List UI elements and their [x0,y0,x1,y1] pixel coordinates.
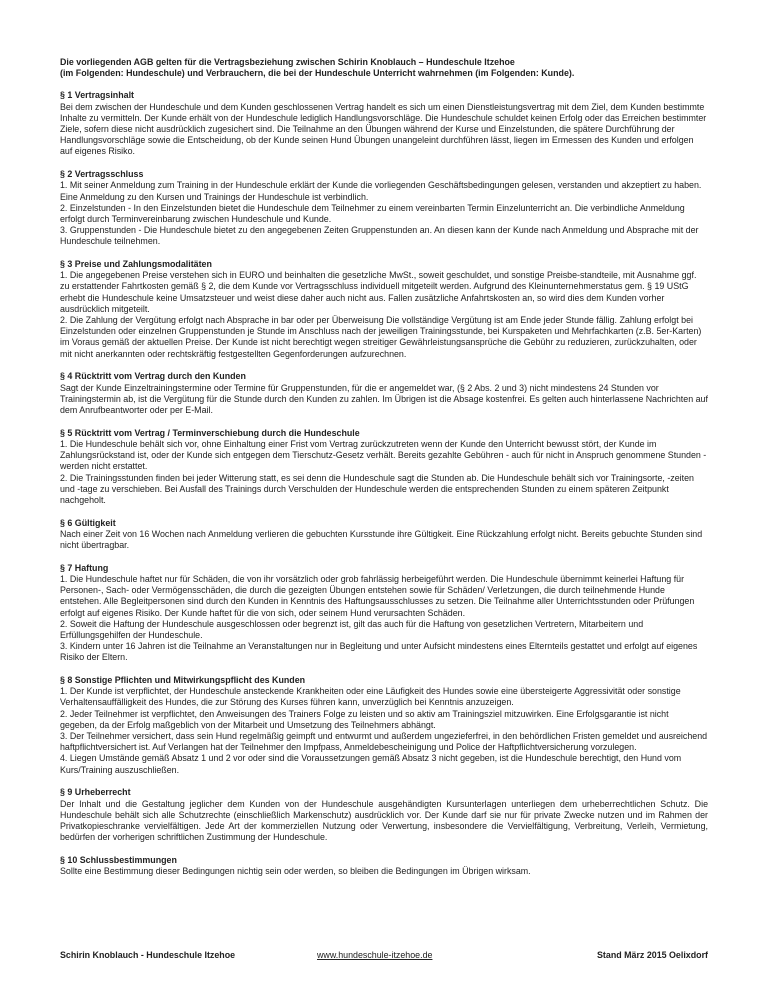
section-heading: § 9 Urheberrecht [60,787,131,798]
section-paragraph: 3. Kindern unter 16 Jahren ist die Teilnahme an Veranstaltungen nur in Begleitung und unter Aufsicht mindestens eines Elternteils gestattet und erfolgt auf eigenes Risiko der Eltern. [60,641,698,663]
section-heading: § 8 Sonstige Pflichten und Mitwirkungspflicht des Kunden [60,675,306,686]
section [60,787,708,843]
section [60,371,708,416]
section-paragraph: Nach einer Zeit von 16 Wochen nach Anmeldung verlieren die gebuchten Kursstunde ihre Gültigkeit. Eine Rückzahlung erfolgt nicht. Bereits gebuchte Stunden sind nicht übertragbar. [60,528,703,551]
section-paragraph: Sollte eine Bestimmung dieser Bedingungen nichtig sein oder werden, so bleiben die Bedingungen im Übrigen wirksam. [60,866,531,877]
section-heading: § 7 Haftung [60,562,109,573]
section-paragraph: 2. Einzelstunden - In den Einzelstunden bietet die Hundeschule dem Teilnehmer zu einem vereinbarten Termin Einzelunterricht an. Die verbindliche Anmeldung erfolgt durch Terminvereinbarung zwischen Hundeschule und Kunde. [60,202,685,224]
section [60,855,708,877]
section-heading: § 10 Schlussbestimmungen [60,854,177,865]
intro-line: Die vorliegenden AGB gelten für die Vertragsbeziehung zwischen Schirin Knoblauch – Hundeschule Itzehoe [60,57,515,67]
section-paragraph: Sagt der Kunde Einzeltrainingstermine oder Termine für Gruppenstunden, für die er angemeldet war, (§ 2 Abs. 2 und 3) nicht mindestens 24 Stunden vor Trainingstermin ab, ist die Vergütung für die Stunde durch den Kunden zu zahlen. Im Übrigen ist die Absage kostenfrei. Es gelten auch hinterlassene Nachrichten auf dem Anrufbeantworter oder per E-Mail. [60,382,708,415]
section [60,518,708,552]
section-paragraph: 2. Soweit die Haftung der Hundeschule ausgeschlossen oder begrenzt ist, gilt das auch für die Haftung von gesetzlichen Vertretern, Mitarbeitern und Erfüllungsgehilfen der Hundeschule. [60,618,644,640]
section-paragraph: 3. Gruppenstunden - Die Hundeschule bietet zu den angegebenen Zeiten Gruppenstunden an. An diesen kann der Kunde nach Anmeldung und Absprache mit der Hundeschule teilnehmen. [60,225,699,247]
section-heading: § 3 Preise und Zahlungsmodalitäten [60,259,212,270]
section [60,90,708,157]
section-paragraph: 2. Jeder Teilnehmer ist verpflichtet, den Anweisungen des Trainers Folge zu leisten und so aktiv am Trainingsziel mitzuwirken. Eine Erfolgsgarantie ist nicht gegeben, da der Erfolg maßgeblich von der Mitarbeit und Umsetzung des Teilnehmers abhängt. [60,708,669,730]
section-heading: § 6 Gültigkeit [60,517,116,528]
section-paragraph: 1. Die angegebenen Preise verstehen sich in EURO und beinhalten die gesetzliche MwSt., soweit geschuldet, und sonstige Preisbe-standteile, mit Ausnahme ggf. zu erstattender Fahrtkosten gemäß § 2, die dem Kunde vor Vertragsschluss individuell mitgeteilt werden. Aufgrund des Kleinunternehmerstatus gem. § 19 UStG erhebt die Hundeschule keine Umsatzsteuer und weist diese daher auch nicht aus. Fallen zusätzliche Anfahrtskosten an, so wird dies dem Kunden vorher ausdrücklich mitgeteilt. [60,270,697,314]
section-heading: § 2 Vertragsschluss [60,169,144,180]
section-paragraph: 1. Die Hundeschule behält sich vor, ohne Einhaltung einer Frist vom Vertrag zurückzutreten wenn der Kunde den Unterricht bewusst stört, der Kunde im Zahlungsrückstand ist, oder der Kunde sich entgegen dem Tierschutz-Gesetz verhält. Bereits gezahlte Gebühren - auch für nicht in Anspruch genommene Stunden - werden nicht erstattet. [60,438,707,472]
section-paragraph: 1. Die Hundeschule haftet nur für Schäden, die von ihr vorsätzlich oder grob fahrlässig herbeigeführt werden. Die Hundeschule übernimmt keinerlei Haftung für Personen-, Sach- oder Vermögensschäden, die durch die gezeigten Übungen entstehen sowie für Schäden/ Verletzungen, die durch teilnehmende Hunde entstehen. Alle Begleitpersonen sind durch den Kunden in Kenntnis des Haftungsausschlusses zu setzen. Die Teilnahme aller Unterrichtsstunden oder Prüfungen erfolgt auf eigenes Risiko. Der Kunde haftet für die von sich, oder seinem Hund verursachten Schäden. [60,573,695,618]
section [60,259,708,360]
section-paragraph: 1. Der Kunde ist verpflichtet, der Hundeschule ansteckende Krankheiten oder eine Läufigkeit des Hundes sowie eine übersteigerte Aggressivität oder sonstige Verhaltensauffälligkeit des Hundes, die zur Störung des Kurses führen kann, unverzüglich bei Kenntnis anzuzeigen. [60,686,681,708]
intro-statement [60,57,708,79]
section-heading: § 4 Rücktritt vom Vertrag durch den Kunden [60,371,246,382]
section-paragraph: 1. Mit seiner Anmeldung zum Training in der Hundeschule erklärt der Kunde die vorliegenden Geschäftsbedingungen gelesen, verstanden und akzeptiert zu haben. Eine Anmeldung zu den Kursen und Trainings der Hundeschule ist verbindlich. [60,180,702,202]
section-paragraph: 3. Der Teilnehmer versichert, dass sein Hund regelmäßig geimpft und entwurmt und außerdem ungezieferfrei, in den behördlichen Fristen gemeldet und ausreichend haftpflichtversichert ist. Auf Verlangen hat der Teilnehmer den Impfpass, Anmeldebescheinigung und Police der Haftpflichtversicherung vorzulegen. [60,731,708,753]
section [60,428,708,506]
section-paragraph: Bei dem zwischen der Hundeschule und dem Kunden geschlossenen Vertrag handelt es sich um einen Dienstleistungsvertrag mit dem Ziel, dem Kunden bestimmte Inhalte zu vermitteln. Der Kunde erhält von der Hundeschule lediglich Handlungsvorschläge. Die Hundeschule schuldet keinen Erfolg oder das Erreichen bestimmter Ziele, sofern diese nicht ausdrücklich zugesichert sind. Die Teilnahme an den Übungen während der Kurse und Einzelstunden, die spätere Durchführung der Handlungsvorschläge sowie die Entscheidung, ob der Kunde seinen Hund Übungen unangeleint durchführen lässt, liegen im Ermessen des Kunden und erfolgen auf eigenes Risiko. [60,101,707,157]
footer-website-link[interactable]: www.hundeschule-itzehoe.de [317,950,433,960]
section-paragraph: 2. Die Trainingsstunden finden bei jeder Witterung statt, es sei denn die Hundeschule sagt die Stunden ab. Die Hundeschule behält sich vor Trainingsorte, -zeiten und -tage zu verschieben. Bei Ausfall des Trainings durch Verschulden der Hundeschule werden die entsprechenden Stunden zu einem späteren Zeitpunkt nachgeholt. [60,472,694,505]
section-paragraph: 2. Die Zahlung der Vergütung erfolgt nach Absprache in bar oder per Überweisung Die vollständige Vergütung ist am Ende jeder Stunde fällig. Zahlung erfolgt bei Einzelstunden oder einzelnen Gruppenstunden je Stunde im Anschluss nach der jeweiligen Trainingsstunde, bei Kurspaketen und Mehrfachkarten (z.B. 5er-Karten) im Voraus gemäß der aktuellen Preise. Der Kunde ist nicht berechtigt wegen streitiger Gewährleistungsansprüche die Gebühr zu reduzieren, zurückzuhalten, oder mit nicht anerkannten oder rechtskräftig festgestellten Gegenforderungen aufzurechnen. [60,315,702,359]
agb-document [60,57,708,889]
footer-company: Schirin Knoblauch - Hundeschule Itzehoe [60,950,236,960]
section-paragraph: 4. Liegen Umstände gemäß Absatz 1 und 2 vor oder sind die Voraussetzungen gemäß Absatz 3 nicht gegeben, ist die Hundeschule berechtigt, den Hund vom Kurs/Training auszuschließen. [60,753,682,775]
section [60,675,708,776]
section [60,169,708,247]
intro-line: (im Folgenden: Hundeschule) und Verbrauchern, die bei der Hundeschule Unterricht wahrnehmen (im Folgenden: Kunde). [60,68,575,79]
section-heading: § 1 Vertragsinhalt [60,90,134,101]
section-heading: § 5 Rücktritt vom Vertrag / Terminverschiebung durch die Hundeschule [60,427,360,438]
sections-container [60,90,708,877]
section-paragraph: Der Inhalt und die Gestaltung jeglicher dem Kunden von der Hundeschule ausgehändigten Kursunterlagen unterliegen dem urheberrechtlichen Schutz. Die Hundeschule behält sich alle Schutzrechte (einschließlich Markenschutz) ausdrücklich vor. Der Kunde darf sie nur für private Zwecke nutzen und im Rahmen der Privatkopieschranke vervielfältigen. Jede Art der kommerziellen Nutzung oder Verwertung, insbesondere die Vervielfältigung, Verbreitung, Verleih, Vermietung, bedürfen der vorherigen schriftlichen Zustimmung der Hundeschule. [60,798,708,843]
section [60,563,708,664]
footer-date-location: Stand März 2015 Oelixdorf [597,950,708,960]
